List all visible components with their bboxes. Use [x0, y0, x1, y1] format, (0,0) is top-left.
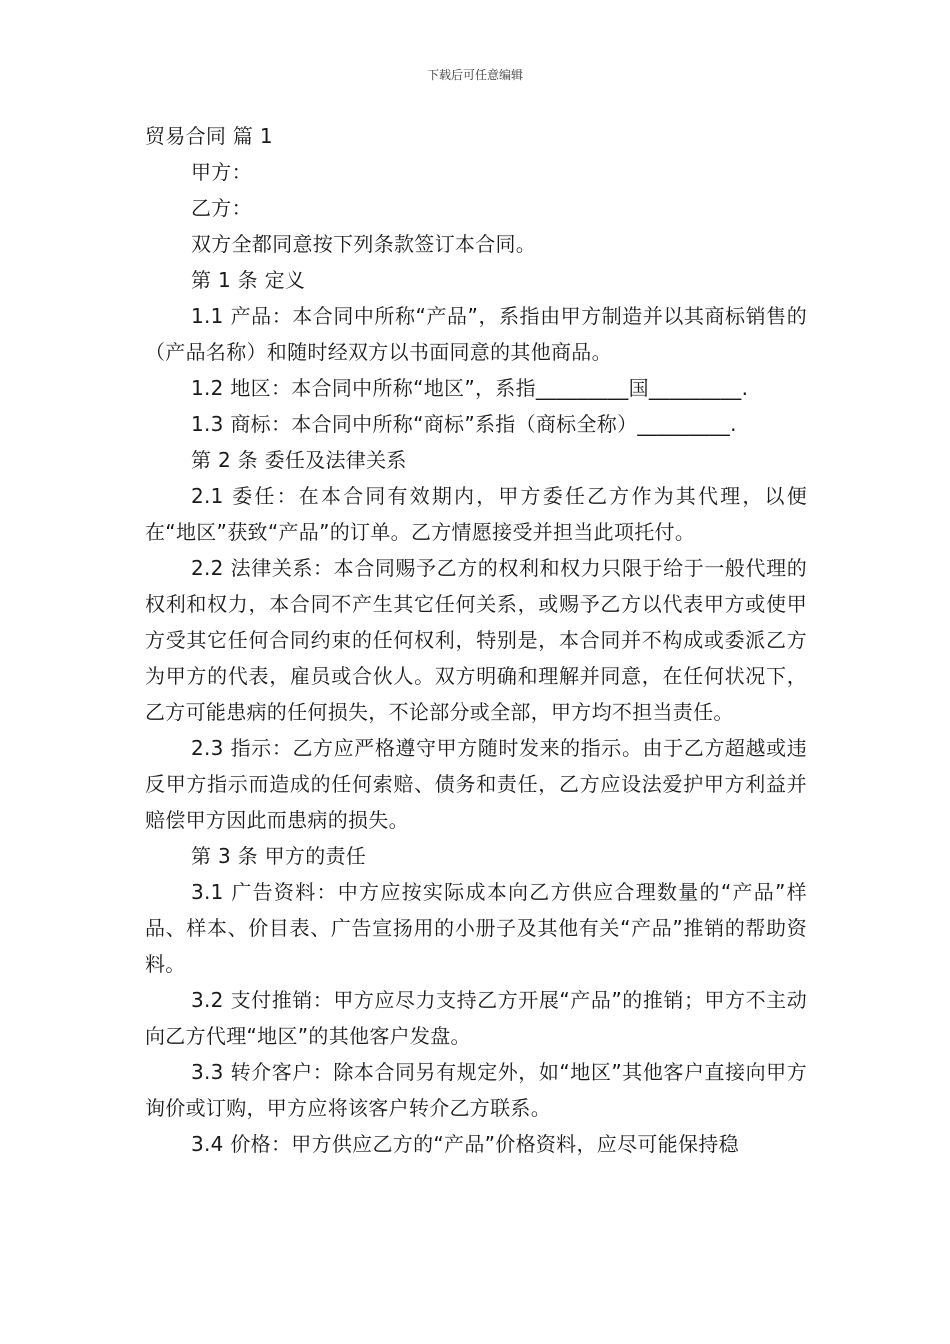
- clause-paragraph: 3.1 广告资料：中方应按实际成本向乙方供应合理数量的“产品”样品、样本、价目表、广告宣扬用的小册子及其他有关“产品”推销的帮助资料。: [145, 880, 807, 976]
- clause-paragraph: 1.1 产品：本合同中所称“产品”，系指由甲方制造并以其商标销售的（产品名称）和随时经双方以书面同意的其他商品。: [145, 304, 807, 364]
- page-header: 下载后可任意编辑: [426, 68, 523, 82]
- clause-paragraph: 2.1 委任：在本合同有效期内，甲方委任乙方作为其代理，以便在“地区”获致“产品”的订单。乙方情愿接受并担当此项托付。: [145, 484, 807, 544]
- article-heading: 第 3 条 甲方的责任: [191, 844, 367, 868]
- clause-paragraph: 2.3 指示：乙方应严格遵守甲方随时发来的指示。由于乙方超越或违反甲方指示而造成的任何索赔、债务和责任，乙方应设法爱护甲方利益并赔偿甲方因此而患病的损失。: [145, 736, 807, 832]
- party-a-line: 甲方：: [191, 160, 252, 184]
- clause-paragraph: 1.2 地区：本合同中所称“地区”，系指_________国_________.: [191, 376, 749, 400]
- intro-paragraph: 双方全都同意按下列条款签订本合同。: [191, 232, 537, 256]
- article-heading: 第 1 条 定义: [191, 268, 306, 292]
- party-b-line: 乙方：: [191, 196, 252, 220]
- document-title: 贸易合同 篇 1: [145, 124, 273, 148]
- clause-paragraph: 2.2 法律关系：本合同赐予乙方的权利和权力只限于给于一般代理的权利和权力，本合同不产生其它任何关系，或赐予乙方以代表甲方或使甲方受其它任何合同约束的任何权利，特别是，本合同并不构成或委派乙方为甲方的代表，雇员或合伙人。双方明确和理解并同意，在任何状况下，乙方可能患病的任何损失，不论部分或全部，甲方均不担当责任。: [145, 556, 807, 724]
- clause-paragraph: 3.3 转介客户：除本合同另有规定外，如“地区”其他客户直接向甲方询价或订购，甲方应将该客户转介乙方联系。: [145, 1060, 807, 1120]
- document-body: [145, 118, 807, 1162]
- clause-paragraph: 3.2 支付推销：甲方应尽力支持乙方开展“产品”的推销；甲方不主动向乙方代理“地区”的其他客户发盘。: [145, 988, 807, 1048]
- clause-paragraph: 1.3 商标：本合同中所称“商标”系指（商标全称）_________.: [191, 412, 737, 436]
- clause-paragraph: 3.4 价格：甲方供应乙方的“产品”价格资料，应尽可能保持稳: [191, 1132, 739, 1156]
- article-heading: 第 2 条 委任及法律关系: [191, 448, 407, 472]
